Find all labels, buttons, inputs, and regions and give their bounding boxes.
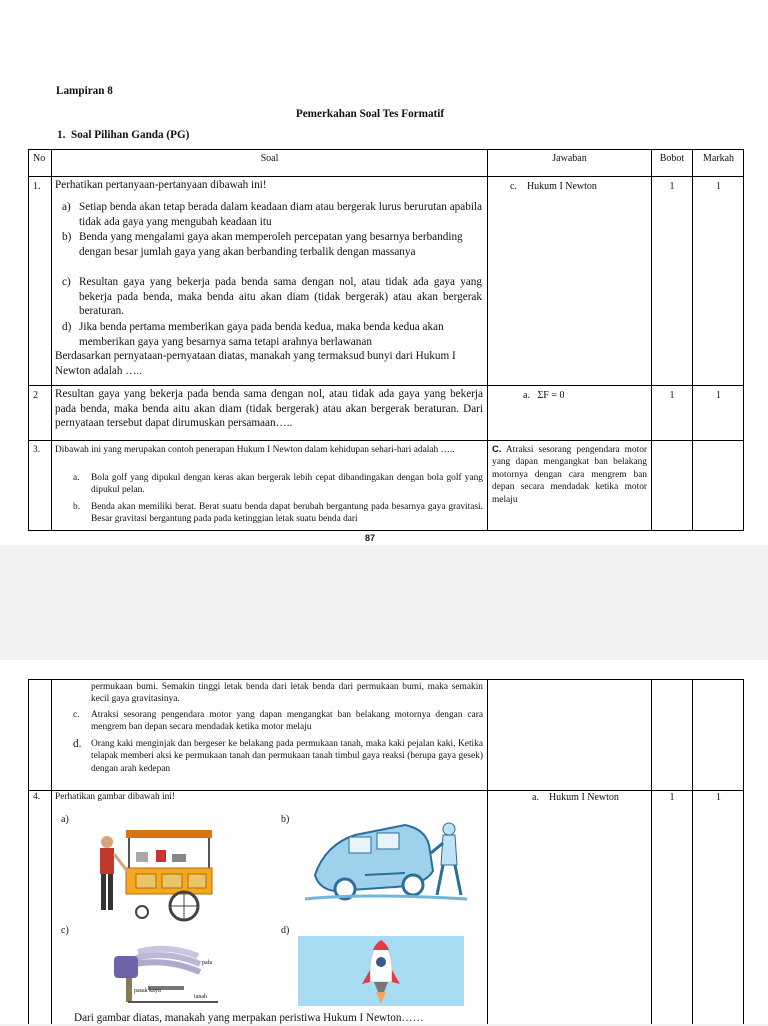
q3-number: 3. bbox=[33, 445, 41, 455]
q4-markah: 1 bbox=[716, 792, 721, 803]
palu-label: palu bbox=[202, 960, 213, 966]
q4-answer: a. Hukum I Newton bbox=[532, 792, 619, 803]
q2-text: Resultan gaya yang bekerja pada benda sama dengan nol, atau tidak ada gaya yang bekerja pada benda, maka benda aitu akan diam (tidak bergerak) atau akan bergerak beraturan. Dari pernyataan tersebut dapat dirumuskan persamaan….. bbox=[55, 388, 483, 430]
q2-number: 2 bbox=[33, 390, 38, 401]
q1-option-c: c) Resultan gaya yang bekerja pada benda sama dengan nol, atau tidak ada gaya yang bekerja pada benda, maka benda aitu akan diam (tidak bergerak) atau akan bergerak beraturan. bbox=[62, 276, 482, 318]
lampiran-label: Lampiran 8 bbox=[56, 85, 113, 97]
q1-option-a: a) Setiap benda akan tetap berada dalam keadaan diam atau bergerak lurus berurutan apabila tidak ada gaya yang mengubah keadaan itu bbox=[62, 201, 482, 228]
document-page-2 bbox=[0, 660, 768, 1024]
q2-bobot: 1 bbox=[669, 390, 675, 401]
q3-intro: Dibawah ini yang merupakan contoh penerapan Hukum I Newton dalam kehidupan sehari-hari adalah ….. bbox=[55, 445, 455, 455]
q4-label-d: d) bbox=[281, 925, 290, 936]
food-cart-image bbox=[96, 822, 218, 922]
q4-label-a: a) bbox=[61, 814, 69, 825]
q2-markah: 1 bbox=[716, 390, 721, 401]
hammer-stake-image bbox=[108, 942, 223, 1010]
q1-option-b: b) Benda yang mengalami gaya akan memperoleh percepatan yang besarnya berbanding dengan besar jumlah gaya yang akan berbanding terbalik dengan massanya bbox=[62, 231, 463, 258]
header-soal: Soal bbox=[260, 153, 279, 164]
q4-bobot: 1 bbox=[669, 792, 675, 803]
header-no: No bbox=[33, 153, 46, 164]
q3-option-b: b. Benda akan memiliki berat. Berat suatu benda dapat berubah bergantung pada besarnya gaya gravitasi. Besar gravitasi bergantung pada pada ketinggian letak suatu benda dari bbox=[73, 502, 483, 525]
page-number: 87 bbox=[364, 533, 375, 543]
q2-answer: a. ΣF = 0 bbox=[523, 390, 565, 401]
q4-intro: Perhatikan gambar dibawah ini! bbox=[55, 792, 176, 802]
q3-option-c: c. Atraksi sesorang pengendara motor yang dapan mengangkat ban belakang motornya dengan cara mengrem ban depan secara mendadak ketika motor melaju bbox=[73, 710, 483, 733]
q4-label-b: b) bbox=[281, 814, 290, 825]
q4-closing: Dari gambar diatas, manakah yang merpakan peristiwa Hukum I Newton…… bbox=[74, 1012, 424, 1024]
q1-intro: Perhatikan pertanyaan-pertanyaan dibawah ini! bbox=[55, 179, 267, 191]
header-markah: Markah bbox=[702, 153, 735, 164]
q1-number: 1. bbox=[33, 181, 41, 192]
header-jawaban: Jawaban bbox=[552, 153, 587, 164]
q4-number: 4. bbox=[33, 792, 41, 802]
q1-closing: Berdasarkan pernyataan-pernyataan diatas, manakah yang termaksud bunyi dari Hukum I Newton adalah ….. bbox=[55, 350, 456, 377]
q1-option-d: d) Jika benda pertama memberikan gaya pada benda kedua, maka benda kedua akan memberikan gaya yang besarnya sama tetapi arahnya berlawanan bbox=[62, 321, 444, 348]
q3-answer: C. Atraksi sesorang pengendara motor yang dapan mengangkat ban belakang motornya dengan cara mengrem ban depan secara mendadak ketika motor melaju bbox=[492, 443, 648, 505]
header-bobot: Bobot bbox=[659, 153, 685, 164]
tanah-label: tanah bbox=[194, 994, 207, 1000]
pushing-car-image bbox=[305, 815, 467, 903]
page-title: Pemerkahan Soal Tes Formatif bbox=[295, 108, 445, 120]
q1-answer: c. Hukum I Newton bbox=[510, 181, 597, 192]
q3-option-d: d. Orang kaki menginjak dan bergeser ke belakang pada permukaan tanah, maka kaki pejalan kaki, Ketika telapak memberi aksi ke permukaan tanah dan permukaan tanah timbul gaya reaksi (berupa gaya gesek) dengan arah kedepan bbox=[73, 738, 483, 774]
q1-markah: 1 bbox=[716, 181, 721, 192]
q1-bobot: 1 bbox=[669, 181, 675, 192]
q3-option-a: a. Bola golf yang dipukul dengan keras akan bergerak lebih cepat dibandingakan dengan bola golf yang dipukul pelan. bbox=[73, 473, 483, 496]
pasak-label: pasak kayu bbox=[134, 988, 161, 994]
q3-continuation: permukaan bumi. Semakin tinggi letak benda dari letak benda dari permukaan bumi, maka semakin kecil gaya gravitasinya. bbox=[91, 682, 483, 705]
section-heading: 1. Soal Pilihan Ganda (PG) bbox=[57, 129, 190, 141]
rocket-image bbox=[298, 936, 464, 1006]
q4-label-c: c) bbox=[61, 925, 69, 936]
